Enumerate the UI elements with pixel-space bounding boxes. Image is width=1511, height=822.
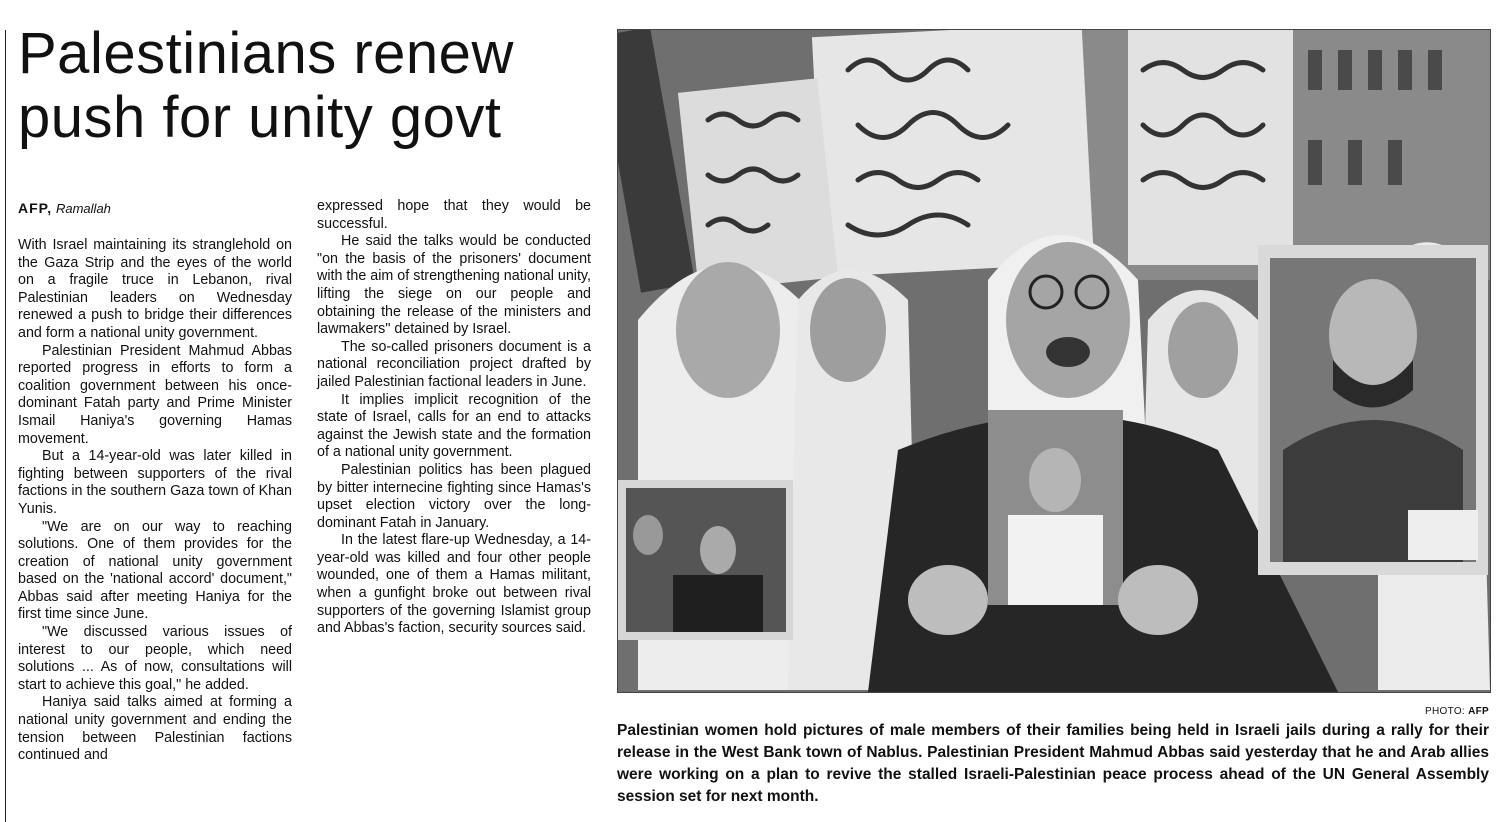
photo-credit-source: AFP (1468, 706, 1489, 717)
paragraph: Palestinian President Mahmud Abbas reported progress in efforts to form a coalition government between his once-dominant Fatah party and Prime Minister Ismail Haniya's governing Hamas movement. (18, 342, 292, 447)
paragraph: "We discussed various issues of interest to our people, which need solutions ... As of now, consultations will start to achieve this goal," he added. (18, 624, 292, 693)
byline (18, 200, 111, 216)
paragraph: "We are on our way to reaching solutions. One of them provides for the creation of national unity government based on the 'national accord' document," Abbas said after meeting Haniya for the first time since June. (18, 518, 292, 623)
photo-credit (1425, 706, 1489, 717)
article-column-2 (317, 198, 591, 638)
paragraph: expressed hope that they would be successful. (317, 198, 591, 232)
paragraph: In the latest flare-up Wednesday, a 14-year-old was killed and four other people wounded, one of them a Hamas militant, when a gunfight broke out between rival supporters of the governing Islamist group and Abbas's faction, security sources said. (317, 532, 591, 637)
byline-agency: AFP, (18, 200, 53, 216)
photo-caption: Palestinian women hold pictures of male members of their families being held in Israeli jails during a rally for their release in the West Bank town of Nablus. Palestinian President Mahmud Abbas said yesterday that he and Arab allies were working on a plan to revive the stalled Israeli-Palestinian peace process ahead of the UN General Assembly session set for next month. (617, 722, 1489, 805)
paragraph: But a 14-year-old was later killed in fighting between supporters of the rival factions in the southern Gaza town of Khan Yunis. (18, 448, 292, 517)
photo-credit-prefix: PHOTO: (1425, 706, 1465, 717)
paragraph: It implies implicit recognition of the state of Israel, calls for an end to attacks against the Jewish state and the formation of a national unity government. (317, 391, 591, 461)
paragraph: Palestinian politics has been plagued by bitter internecine fighting since Hamas's upset election victory over the long-dominant Fatah in January. (317, 461, 591, 531)
paragraph: With Israel maintaining its stranglehold on the Gaza Strip and the eyes of the world on a fragile truce in Lebanon, rival Palestinian leaders on Wednesday renewed a push to bridge their differences and form a national unity government. (18, 237, 292, 341)
news-photo (617, 29, 1491, 693)
headline: Palestinians renew push for unity govt (18, 21, 514, 150)
article-column-1 (18, 237, 292, 765)
paragraph: He said the talks would be conducted "on the basis of the prisoners' document with the aim of strengthening national unity, lifting the siege on our people and obtaining the release of the ministers and lawmakers" detained by Israel. (317, 233, 591, 338)
paragraph: The so-called prisoners document is a national reconciliation project drafted by jailed Palestinian factional leaders in June. (317, 338, 591, 390)
column-rule (5, 30, 6, 822)
byline-location: Ramallah (55, 201, 111, 216)
paragraph: Haniya said talks aimed at forming a national unity government and ending the tension between Palestinian factions continued and (18, 694, 292, 764)
